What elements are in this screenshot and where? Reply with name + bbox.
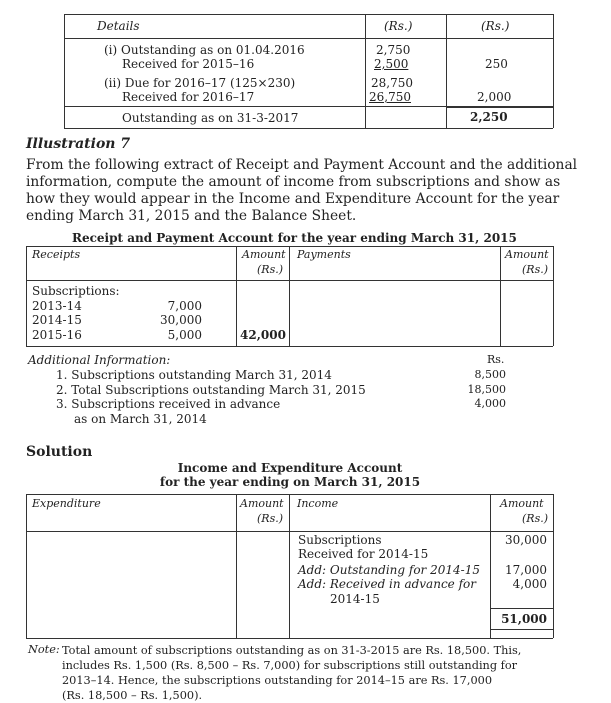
rp-total: 42,000 [240,328,286,342]
header-details: Details [97,19,140,33]
row-value: 2,500 [374,57,409,71]
additional-item-cont: as on March 31, 2014 [74,412,207,426]
text-line: ending March 31, 2015 and the Balance Sheet. [26,208,357,224]
item-value: 7,000 [167,299,202,313]
row-label: Received for 2015–16 [122,57,255,71]
header-rs-2: (Rs.) [481,19,510,33]
col-amount-2-unit: (Rs.) [522,512,549,525]
text-line: information, compute the amount of income from subscriptions and show as [26,174,561,190]
income-line: Add: Received in advance for [298,577,476,591]
note-line: includes Rs. 1,500 (Rs. 8,500 – Rs. 7,000) for subscriptions still outstanding for [62,659,518,672]
additional-heading: Additional Information: [28,353,171,367]
row-label: (ii) Due for 2016–17 (125×230) [104,76,296,90]
additional-unit: Rs. [487,353,505,366]
item-year: 2015-16 [32,328,82,342]
row-value: 28,750 [371,76,413,90]
income-line: Add: Outstanding for 2014-15 [298,563,480,577]
col-amount-unit: (Rs.) [257,263,284,276]
col-expenditure: Expenditure [32,497,101,510]
item-value: 5,000 [167,328,202,342]
row-value: 250 [485,57,508,71]
illustration-text [26,157,577,225]
note-line: (Rs. 18,500 – Rs. 1,500). [62,689,203,702]
col-amount-2: Amount [500,497,544,510]
item-value: 30,000 [160,313,202,327]
col-amount: Amount [242,248,286,261]
col-amount-2-unit: (Rs.) [522,263,549,276]
col-amount-2: Amount [505,248,549,261]
item-year: 2014-15 [32,313,82,327]
col-receipts: Receipts [32,248,81,261]
row-label: Outstanding as on 31-3-2017 [122,111,299,125]
text-line: From the following extract of Receipt and Payment Account and the additional [26,157,578,173]
solution-heading: Solution [26,444,93,460]
col-payments: Payments [297,248,351,261]
text-line: how they would appear in the Income and Expenditure Account for the year [26,191,560,207]
note-label: Note: [28,643,60,656]
income-value: 17,000 [505,563,547,577]
note-line: 2013–14. Hence, the subscriptions outstanding for 2014–15 are Rs. 17,000 [62,674,493,687]
subscriptions-label: Subscriptions: [32,284,120,298]
income-total: 51,000 [501,612,547,626]
col-amount-unit: (Rs.) [257,512,284,525]
income-value: 30,000 [505,533,547,547]
additional-item: 2. Total Subscriptions outstanding March 31, 2015 [56,383,366,397]
additional-item: 1. Subscriptions outstanding March 31, 2014 [56,368,332,382]
note-line: Total amount of subscriptions outstanding as on 31-3-2015 are Rs. 18,500. This, [62,644,522,657]
col-income: Income [297,497,339,510]
header-rs-1: (Rs.) [384,19,413,33]
row-total: 2,250 [470,110,508,124]
row-value: 2,000 [477,90,512,104]
income-line: 2014-15 [330,592,380,606]
row-label: (i) Outstanding as on 01.04.2016 [104,43,305,57]
ie-title-1: Income and Expenditure Account [177,461,403,475]
col-amount: Amount [240,497,284,510]
income-line: Subscriptions [298,533,382,547]
item-year: 2013-14 [32,299,82,313]
rp-account-title: Receipt and Payment Account for the year ending March 31, 2015 [72,231,517,245]
row-value: 2,750 [376,43,411,57]
row-value: 26,750 [369,90,411,104]
additional-item: 3. Subscriptions received in advance [56,397,281,411]
illustration-heading: Illustration 7 [26,136,131,152]
additional-value: 4,000 [474,397,506,410]
additional-value: 18,500 [467,383,506,396]
income-value: 4,000 [512,577,547,591]
note-text [62,643,521,703]
row-label: Received for 2016–17 [122,90,255,104]
additional-value: 8,500 [474,368,506,381]
income-line: Received for 2014-15 [298,547,429,561]
ie-title-2: for the year ending on March 31, 2015 [159,475,421,489]
